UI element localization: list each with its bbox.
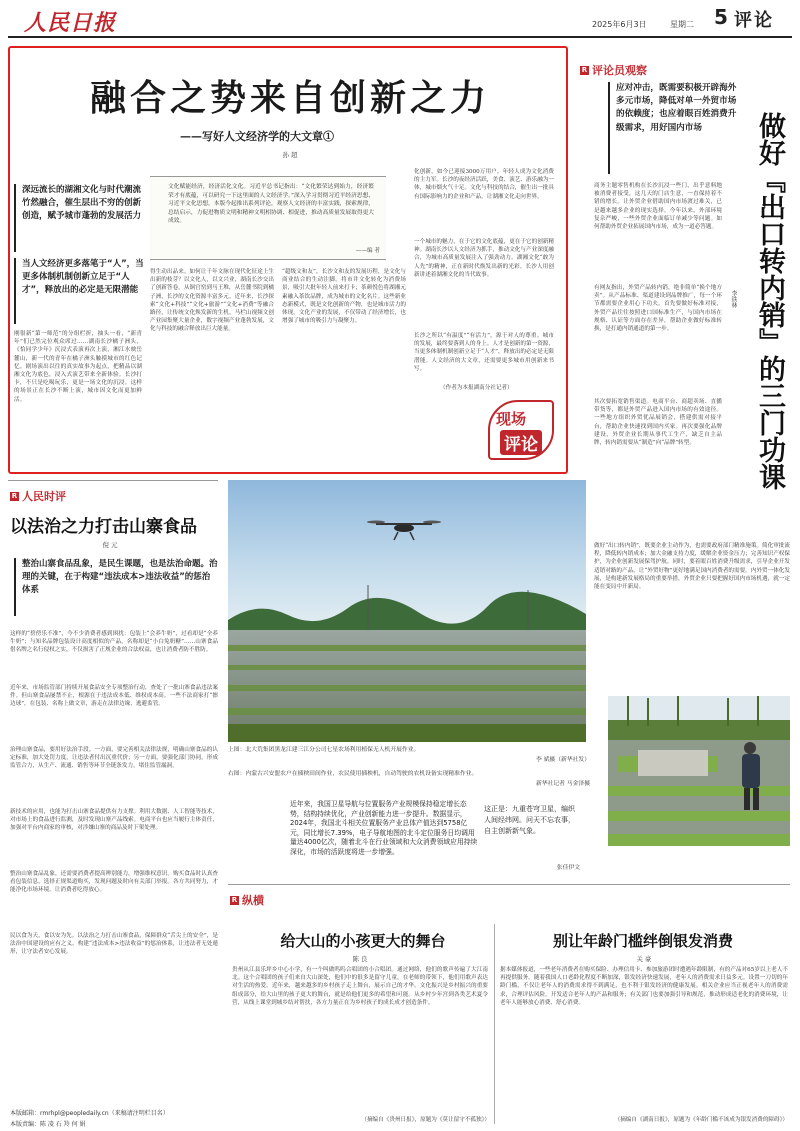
lead-body-col-4: 化创新，如今已迎接3000万用户，年轻人成为文化消费的主力军。长沙的夜经济活跃，美食、演艺、游乐融为一体，城市烟火气十足。文化与科技的结合，催生出一批具有国际影响力的企业和产品，让湖湘文化走向世界。 [414,169,554,200]
zongheng-divider [494,924,495,1124]
zongheng-article-2-author: 关 豪 [636,955,652,963]
editors-note-signoff: ——编 者 [355,248,380,254]
section-name: 评论 [734,10,774,31]
editors-note-text: 文化赋能经济，经济活化文化。习近平总书记指出：“文化繁荣达到始力，经济繁荣才有底蕴，可以研究一下这里面的人文经济学。”深入学习贯彻习近平经济思想、习近平文化思想，本版今起推出系列评论，观察人文经济的丰富实践，探索规律，总结启示，力促进物质文明和精神文明相协调、相促进，推动高质量发展取得更大成效。 [168,184,374,225]
zongheng-label: 纵横 [242,894,264,907]
lead-pullquote-2: 当人文经济更多落笔于“人”，当更多体制机制创新立足于“人才”，释放出的必定是无限潜能 [22,259,144,295]
zongheng-article-1-title: 给大山的小孩更大的舞台 [280,932,446,950]
photo-credit-2: 新华社记者 马金泽摄 [535,781,590,787]
transplant-image [608,696,790,846]
issue-date: 2025年6月3日 [592,20,647,29]
zongheng-article-2-footer: （摘编自《湖南日报》，原题为《年龄门槛不该成为银发消费的障碍》） [614,1117,788,1123]
lead-author-note: （作者为本报湖南分社记者） [440,385,513,391]
photo-credit-1: 李 斌摄（新华社发） [535,757,590,763]
field-comment-badge [486,396,558,464]
issue-weekday: 星期二 [670,20,694,29]
lead-title: 融合之势来自创新之力 [89,78,490,119]
law-body-3: 治理山寨食品，要用好法治手段。一方面，要完善相关法律法规，明确山寨食品的认定标准，加大处罚力度，让违法者付出沉重代价；另一方面，要强化部门协同，形成监管合力，从生产、流通、销售等环节全链条发力，堵住监管漏洞。 [10,747,218,770]
commentator-summary: 应对冲击，既需要积极开辟海外多元市场，降低对单一外贸市场的依赖度；也应着眼百姓消费升级需求，用好国内市场 [616,83,737,133]
page-editors: 本版责编：陈 凌 石 羚 何 娟 [10,1121,86,1128]
people-review-label: 人民时评 [22,490,66,503]
zongheng-article-2-title: 别让年龄门槛绊倒银发消费 [552,932,733,950]
lead-subtitle: ——写好人文经济学的大文章① [180,130,334,143]
pullquote-rule-1 [14,184,16,252]
r-logo-icon: R [581,65,588,74]
masthead [0,0,800,40]
page-email: 本版邮箱：rmrhpl@peopledaily.cn（来稿请注明栏目名） [10,1110,169,1117]
photo-caption-2: 右图：内蒙古兴安盟农户在插秧田间作业，农民使用插秧机，自动驾驶的农机设备实现精准作业。 [228,771,478,777]
law-quote-rule [14,558,16,616]
beidou-poem-author: 张佳伊文 [556,865,580,871]
law-author: 倪 元 [102,541,118,549]
lead-body-col-1: 刚很新“第一师范”的分组栏折，抽头一看，“新青年”们已然完位观众席过……湖南长沙橘子洲头，《恰同学少年》沉浸式表演再次上演，湘江水映岳麓山，新一代的青年在橘子洲头触摸城市的红色记忆。剧场演出以往的真实故事为起点，把精品以湖湘文化为底色，浸入式演艺带来全新体验。长沙打卡，不只是吃喝玩乐，更是一场文化的沉浸。这样的场景正在长沙不断上演，城市因文化而更加鲜活。 [14,331,142,403]
export-body-2: 有网友指出，外贸产品转内销，绝非简单“换个地方卖”。从产品标准、渠道建设到品牌推广，每一个环节都需要企业用心下功夫。首先要做好标准对接，外贸产品往往按照进口国标准生产，与国内市场在规格、认证等方面存在差异，帮助企业做好标准转换，是打通内销通道的第一步。 [594,285,722,333]
law-body-6: 民以食为天，食以安为先。以法治之力打击山寨食品，保障群众“舌尖上的安全”，是法治中国建设的应有之义。构建“违法成本>违法收益”的惩治体系，让违法者无处遁形，让守法者安心发展。 [10,933,218,956]
drone-field-photo [228,480,586,742]
zongheng-article-1-author: 陈 良 [352,955,368,963]
pullquote-rule-2 [14,258,16,324]
law-top-rule [8,480,218,481]
page-number: 5 [714,5,728,29]
people-review-tag [10,488,66,504]
editors-note-box [150,176,386,260]
beidou-poem: 这正是：九重苍穹卫星，编织人间经纬网。问天不忘农事，自主创新新气象。 [484,805,575,835]
lead-author: 孙 超 [282,151,298,159]
law-body-5: 整治山寨食品乱象，还需要消费者提高辨别能力，增强维权意识。购买食品时认真查看包装信息，选择正规渠道购买，发现问题及时向有关部门举报。各方共同努力，才能净化市场环境，让消费者吃得放心。 [10,871,218,894]
masthead-rule [8,36,792,38]
export-body-3: 其次要拓宽销售渠道。电商平台、商超卖场、直播带货等，都是外贸产品进入国内市场的有效途径。一些地方组织外贸优品展销会，搭建供需对接平台，帮助企业快速找到国内买家。再次要强化品牌建设，外贸企业长期从事代工生产，缺乏自主品牌，转内销需要从“制造”向“品牌”转型。 [594,399,722,447]
lead-body-col-6: 长沙之所以“有温度”“有活力”，源于对人的尊重。城市的发展，最终要落到人的身上。人才是创新的第一资源，当更多体制机制创新立足于“人才”，释放出的必定是无限潜能。人文经济的大文章，还需要更多城市用创新来书写。 [414,333,554,372]
commentator-tag-label: 评论员观察 [592,64,647,77]
lead-body-col-2: 得生动出品来。如何让千年文脉在现代化征途上生出新的枝芽？以文化人，以文兴业，湖南长沙交出了创新答卷。从铜官窑到马王堆，从岳麓书院到橘子洲，长沙的文化资源丰富多元。近年来，长沙探索“文化+科技”“文化+旅游”“文化+消费”等融合路径，让传统文化焕发新的生机。马栏山视频文创产业园集聚大量企业，数字视频产业蓬勃发展，文化与科技的融合释放出巨大能量。 [150,269,274,333]
zongheng-article-2-body: 据本媒体报道，一些老年消费者在购买保险、办理信用卡、参加旅游团时遭遇年龄限制，有的产品对65岁以上老人不再提供服务。随着我国人口老龄化程度不断加深，银发经济快速发展，老年人的消费需求日益多元。设置一刀切的年龄门槛，不仅让老年人的消费需求得不到满足，也不利于银发经济的健康发展。相关企业应当正视老年人的消费需求，合理评估风险，开发适合老年人的产品和服务；有关部门也要加强引导和规范，推动形成适老化的消费环境，让老年人能够放心消费、舒心消费。 [500,967,788,1006]
r-logo-icon: R [231,895,238,904]
r-logo-icon: R [11,491,18,500]
law-body-2: 近年来，市场监管部门持续开展食品安全专项整治行动，查处了一批山寨食品违法案件。但山寨食品屡禁不止，根源在于违法成本低、维权成本高。一些不法商家打“擦边球”，在包装、名称上做文章，游走在法律边缘，逃避监管。 [10,685,218,708]
export-body-4: 做好“出口转内销”，既要企业主动作为，也需要政府部门精准施策。简化审批流程，降低转内销成本；加大金融支持力度，缓解企业资金压力；完善知识产权保护，为企业创新发展保驾护航。同时，要着眼百姓消费升级需求，引导企业开发适销对路的产品，让“外贸好物”更好地满足国内消费者的需要。内外贸一体化发展，是构建新发展格局的重要举措，外贸企业只要把握好国内市场机遇，就一定能在变局中开新局。 [594,543,790,591]
badge-line-1: 现场 [496,410,527,428]
summary-rule [608,82,610,174]
zongheng-top-rule [228,884,790,885]
lead-body-col-3: “超级文和友”，长沙文和友的发展历程，是文化与商业结合的生动注脚。将市井文化转化为消费场景，吸引大批年轻人前来打卡；茶颜悦色将湖湘元素融入茶饮品牌，成为城市的文化名片。这些新业态新模式，既是文化创新的产物，也是城市活力的体现。文化产业的发展，不仅带动了经济增长，也增强了城市的吸引力与凝聚力。 [282,269,406,325]
lead-pullquote-1: 深远流长的湖湘文化与时代潮流竹然融合，催生层出不穷的创新创造，赋予城市蓬勃的发展活力 [22,185,142,221]
zongheng-article-1-footer: （摘编自《贵州日报》，原题为《莫让留守不孤独》） [361,1117,490,1123]
newspaper-logo: 人民日报 [24,10,117,36]
lead-body-col-5: 一个城市的魅力，在于它的文化底蕴，更在于它的创新精神。湖南长沙以人文经济为抓手，推动文化与产业深度融合，为城市高质量发展注入了强劲动力。湖湘文化“敢为人先”的精神，正在新时代焕发出新的光彩。长沙人用创新讲述着湖湘文化的当代故事。 [414,239,554,278]
export-body-1: 商务主题零售机构在长沙沉浸一些门，出乎意料地被消费者接受，这几天的门店生意，一直保持着不错的增长。让外贸企业借助国内市场渡过难关，已是越来越多企业的现实选择。今年以来，外部环境复杂严峻，一些外贸企业面临订单减少等问题。如何帮助外贸企业拓展国内市场，成为一道必答题。 [594,183,722,231]
commentator-tag [580,62,647,78]
transplant-photo [608,696,790,846]
photo-caption-1: 上图：北大荒集团黑龙江建三江分公司七星农场利用植保无人机开展作业。 [228,747,420,753]
law-body-1: 这样的“傍傍乐不准”，今不少消费者感到困扰：包装上“会养牛奶”，过看却是“全养牛奶”；与知名品牌包装设计高度相似的产品，名称却是“小白兔奶糖”……山寨食品借名牌之名行侵权之实，不仅损害了正规企业的合法权益，也让消费者防不胜防。 [10,631,218,654]
zongheng-article-1-body: 贵州从江县乐坪乡中心小学，有一个叫做呜呜合唱团的小合唱团。通过网络，他们的歌声传遍了大江南北。这个合唱团的孩子们来自大山深处，他们中的很多是留守儿童，在老师的带领下，他们用歌声表达对生活的热爱。近年来，越来越多的乡村孩子走上舞台，展示自己的才华。文化振兴是乡村振兴的重要组成部分，给大山里的孩子更大的舞台，就是给他们更多的希望和可能。从乡村少年宫到各类艺术夏令营，从线上课堂到城乡结对帮扶，各方力量正在为乡村孩子的成长成才创造条件。 [232,967,488,1006]
drone-field-image [228,480,586,742]
export-vertical-title: 做好『出口转内销』的三门功课 [754,112,785,490]
export-author: 李铁林 [730,290,737,308]
law-body-4: 新技术的应用，也能为打击山寨食品提供有力支撑。利用大数据、人工智能等技术，对市场上的食品进行监测，及时发现山寨产品线索。电商平台也应当履行主体责任，加强对平台内商家的审核，对涉嫌山寨的商品及时下架处理。 [10,809,218,832]
badge-line-2: 评论 [500,430,542,455]
law-pullquote: 整治山寨食品乱象，是民生课题，也是法治命题。治理的关键，在于构建“违法成本>违法收益”的惩治体系 [22,559,218,595]
zongheng-tag [230,892,264,908]
law-title: 以法治之力打击山寨食品 [10,517,197,537]
beidou-body: 近年来，我国卫星导航与位置服务产业规模保持稳定增长态势，结构持续优化，产业创新能力进一步提升。数据显示，2024年，我国北斗相关位置服务产业总体产值达到5758亿元，同比增长7.39%，电子导航地图的北斗定位服务日均调用量达4000亿次，随着北斗在行业领域和大众消费领域应用持续深化，市场的活跃度将进一步增强。 [290,800,478,856]
